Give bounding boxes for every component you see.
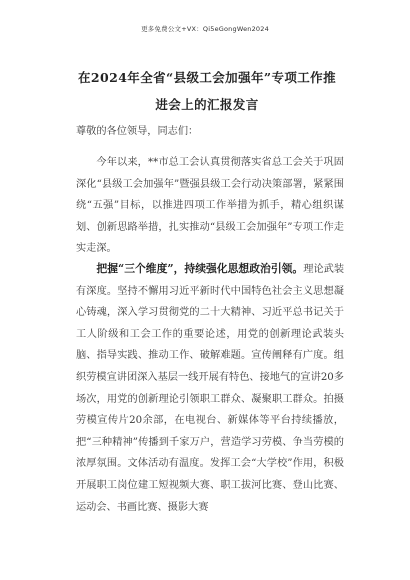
paragraph-1: 今年以来，**市总工会认真贯彻落实省总工会关于巩固深化“县级工会加强年”暨强县级工会行动决策部署，紧紧围绕“五强”目标，以推进四项工作举措为抓手，精心组织谋划、创新思路举措，扎实推动“县级工会加强年”专项工作走实走深。 [76,157,344,255]
paragraph-2-lead: 把握“三个维度”，持续强化思想政治引领。 [96,262,304,275]
greeting: 尊敬的各位领导，同志们： [76,126,199,137]
header-note: 更多免费公文+VX：Qi5eGongWen2024 [141,25,269,33]
paragraph-2-text: 理论武装有深度。坚持不懈用习近平新时代中国特色社会主义思想凝心铸魂，深入学习贯彻党的二十大精神、习近平总书记关于工人阶级和工会工作的重要论述，用党的创新理论武装头脑、指导实践、推动工作、破解难题。宣传阐释有广度。组织劳模宣讲团深入基层一线开展有特色、接地气的宣讲20多场次，用党的创新理论引领职工群众、凝聚职工群众。拍摄劳模宣传片20余部，在电视台、新媒体等平台持续播放，把“三种精神”传播到千家万户，营造学习劳模、争当劳模的浓厚氛围。文体活动有温度。发挥工会“大学校”作用，积极开展职工岗位建工短视频大赛、职工拔河比赛、登山比赛、运动会、书画比赛、摄影大赛 [76,264,345,513]
page-title: 在2024年全省“县级工会加强年”专项工作推进会上的汇报发言 [78,70,336,112]
paragraph-2 [76,258,344,518]
